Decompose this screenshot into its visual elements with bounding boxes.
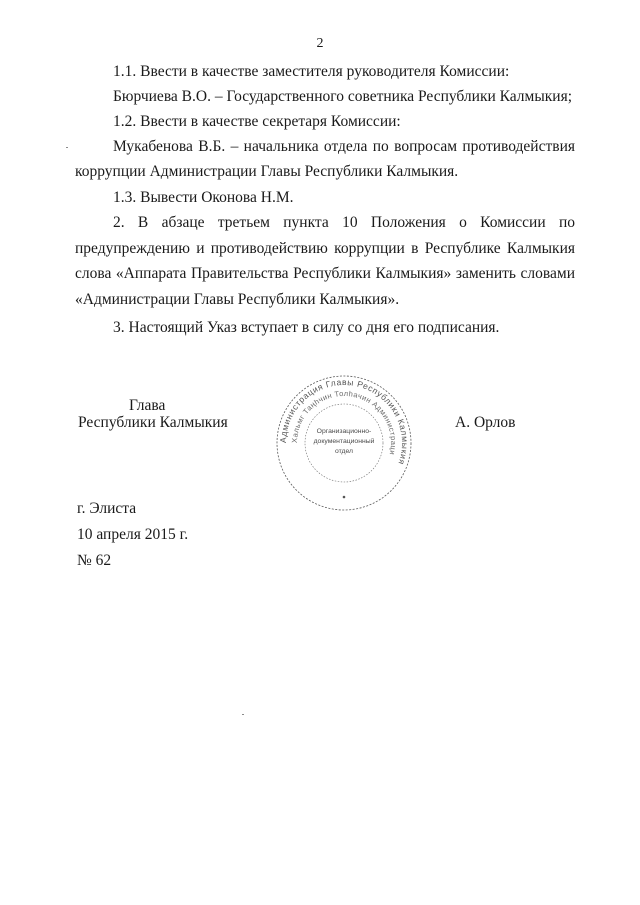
paragraph-deputy-name: Бюрчиева В.О. – Государственного советника Республики Калмыкия;	[113, 88, 573, 105]
official-seal	[273, 373, 415, 513]
paragraph-2-line-4: «Администрации Главы Республики Калмыкия».	[75, 291, 400, 308]
seal-outer-text: Администрация Главы Республики Калмыкия	[277, 376, 411, 467]
scan-speck	[66, 147, 68, 148]
seal-inner-text: Хальмг Таңһчин Толһачин Администраци	[289, 388, 399, 456]
scan-speck	[242, 714, 244, 715]
paragraph-secretary-line-2: коррупции Администрации Главы Республики Калмыкия.	[75, 163, 459, 180]
seal-center-line-1: Организационно-	[316, 428, 372, 435]
footer-decree-number: № 62	[77, 552, 112, 569]
paragraph-2-line-1: 2. В абзаце третьем пункта 10 Положения о Комиссии по	[113, 214, 575, 231]
paragraph-3: 3. Настоящий Указ вступает в силу со дня его подписания.	[113, 319, 500, 336]
signature-title-line-1: Глава	[129, 397, 166, 414]
signature-title-line-2: Республики Калмыкия	[78, 414, 228, 431]
paragraph-1-2: 1.2. Ввести в качестве секретаря Комиссии:	[113, 113, 401, 130]
paragraph-2-line-2: предупреждению и противодействию коррупции в Республике Калмыкия	[75, 240, 575, 257]
seal-bottom-star	[343, 496, 346, 499]
seal-center-line-2: документационный	[313, 438, 375, 445]
paragraph-2-line-3: слова «Аппарата Правительства Республики Калмыкия» заменить словами	[75, 265, 575, 282]
seal-center-line-3: отдел	[334, 448, 354, 455]
signatory-name: А. Орлов	[455, 414, 516, 431]
paragraph-1-3: 1.3. Вывести Оконова Н.М.	[113, 189, 294, 206]
paragraph-secretary-line-1: Мукабенова В.Б. – начальника отдела по вопросам противодействия	[113, 138, 575, 155]
footer-date: 10 апреля 2015 г.	[77, 526, 189, 543]
paragraph-1-1: 1.1. Ввести в качестве заместителя руководителя Комиссии:	[113, 63, 510, 80]
page-number: 2	[316, 36, 324, 51]
footer-city: г. Элиста	[77, 500, 137, 517]
